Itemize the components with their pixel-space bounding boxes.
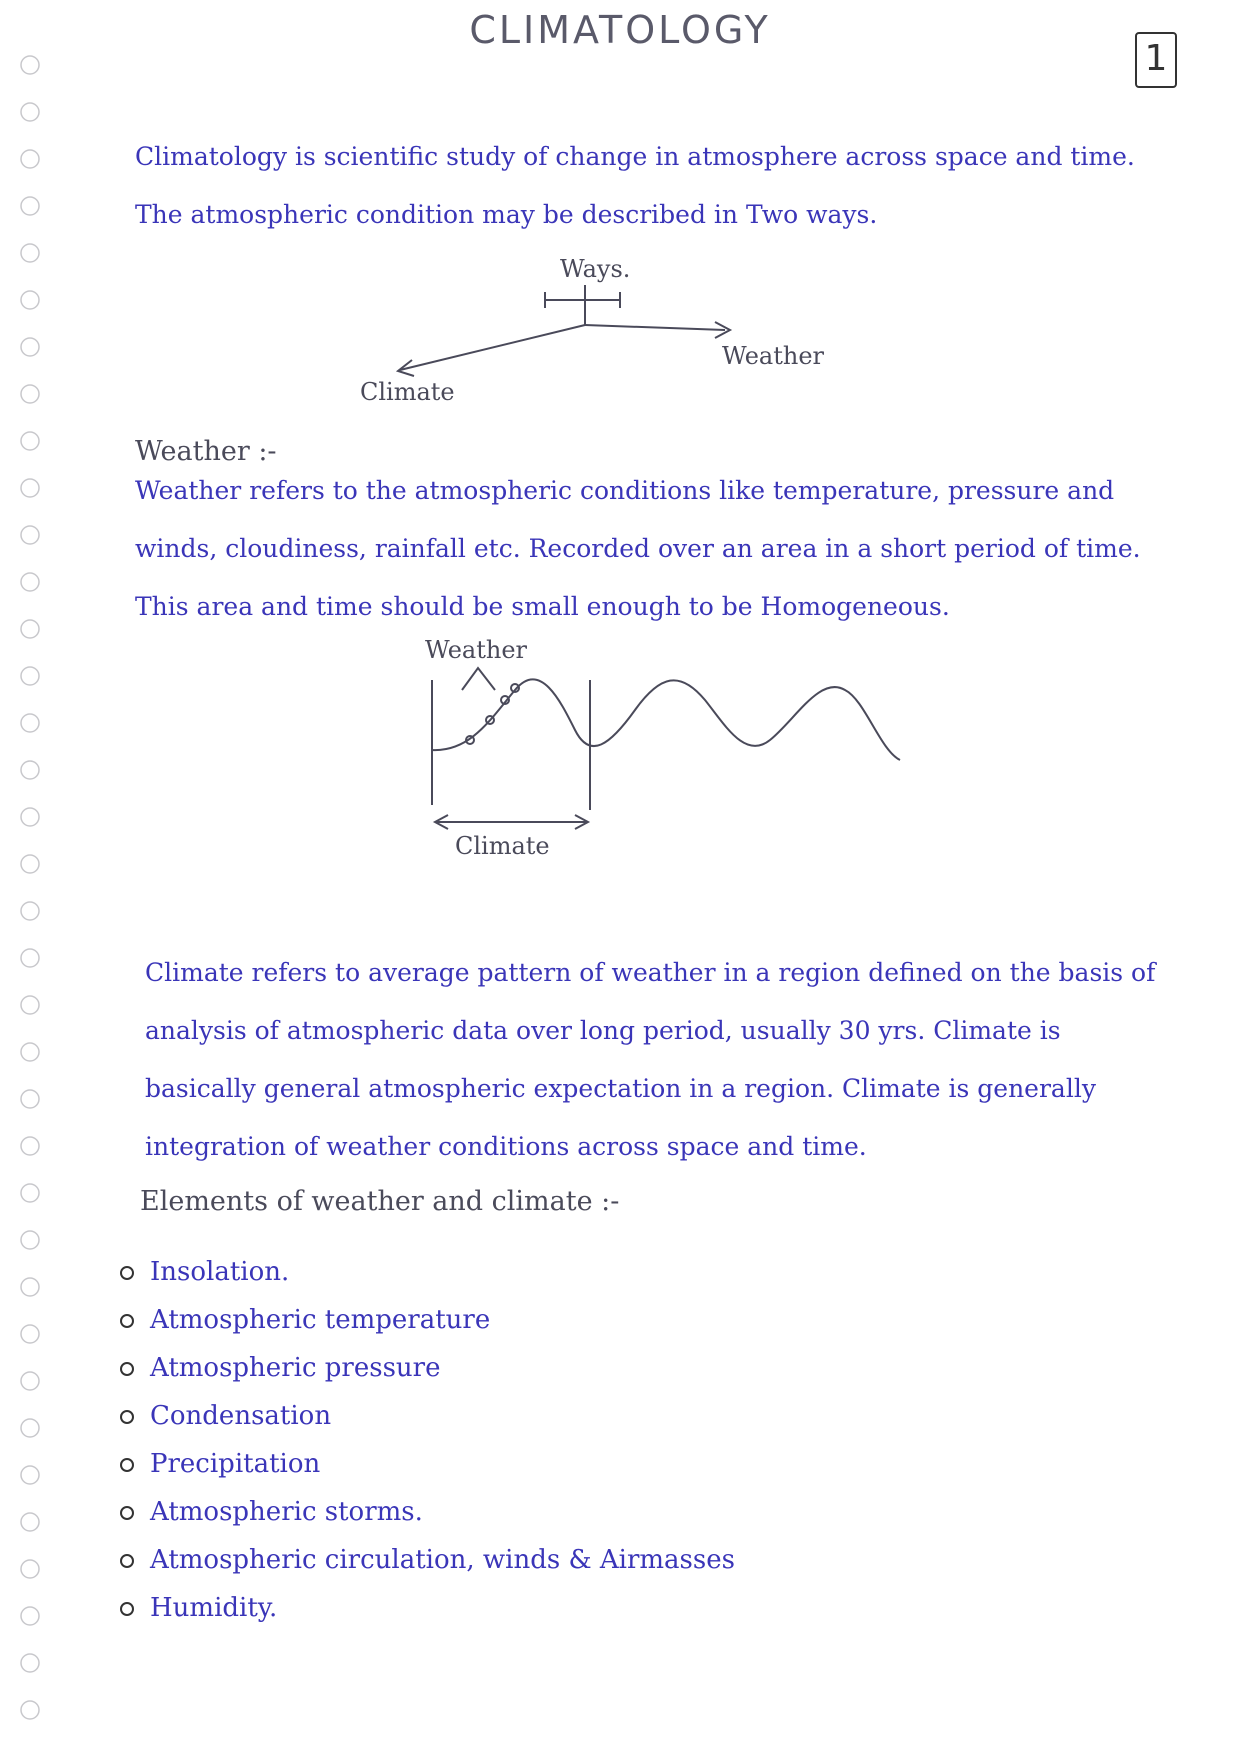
element-label: Atmospheric pressure xyxy=(150,1353,441,1383)
wave-peak-arrow xyxy=(462,668,495,690)
intro-line-1: Climatology is scientific study of change in atmosphere across space and time. xyxy=(135,142,1135,171)
element-label: Atmospheric temperature xyxy=(150,1305,491,1335)
list-item xyxy=(120,1344,735,1392)
weather-heading: Weather :- xyxy=(135,436,277,467)
bullet-icon xyxy=(120,1458,134,1472)
list-item xyxy=(120,1248,735,1296)
ways-climate-label: Climate xyxy=(360,378,455,406)
climate-line-3: basically general atmospheric expectation in a region. Climate is generally xyxy=(145,1074,1096,1103)
list-item xyxy=(120,1584,735,1632)
bullet-icon xyxy=(120,1266,134,1280)
climate-line-4: integration of weather conditions across space and time. xyxy=(145,1132,867,1161)
bullet-icon xyxy=(120,1602,134,1616)
list-item xyxy=(120,1488,735,1536)
element-label: Precipitation xyxy=(150,1449,321,1479)
element-label: Humidity. xyxy=(150,1593,278,1623)
ways-weather-label: Weather xyxy=(722,342,824,370)
element-label: Atmospheric storms. xyxy=(150,1497,423,1527)
page-number: 1 xyxy=(1135,32,1177,88)
bullet-icon xyxy=(120,1410,134,1424)
element-label: Condensation xyxy=(150,1401,332,1431)
list-item xyxy=(120,1440,735,1488)
wave-climate-label: Climate xyxy=(455,832,550,860)
list-item xyxy=(120,1536,735,1584)
elements-heading: Elements of weather and climate :- xyxy=(140,1186,620,1217)
intro-line-2: The atmospheric condition may be described in Two ways. xyxy=(135,200,878,229)
bullet-icon xyxy=(120,1362,134,1376)
list-item xyxy=(120,1392,735,1440)
elements-list xyxy=(120,1248,735,1632)
list-item xyxy=(120,1296,735,1344)
bullet-icon xyxy=(120,1506,134,1520)
page-title: CLIMATOLOGY xyxy=(469,8,771,52)
element-label: Atmospheric circulation, winds & Airmasses xyxy=(150,1545,735,1575)
bullet-icon xyxy=(120,1314,134,1328)
weather-line-3: This area and time should be small enough to be Homogeneous. xyxy=(135,592,950,621)
climate-line-2: analysis of atmospheric data over long period, usually 30 yrs. Climate is xyxy=(145,1016,1061,1045)
element-label: Insolation. xyxy=(150,1257,290,1287)
ways-label: Ways. xyxy=(560,255,631,283)
weather-line-2: winds, cloudiness, rainfall etc. Recorded over an area in a short period of time. xyxy=(135,534,1141,563)
climate-paragraph xyxy=(145,944,1205,1176)
weather-line-1: Weather refers to the atmospheric conditions like temperature, pressure and xyxy=(135,476,1115,505)
bullet-icon xyxy=(120,1554,134,1568)
climate-line-1: Climate refers to average pattern of weather in a region defined on the basis of xyxy=(145,958,1156,987)
weather-wave xyxy=(432,679,900,760)
wave-weather-label: Weather xyxy=(425,636,527,664)
